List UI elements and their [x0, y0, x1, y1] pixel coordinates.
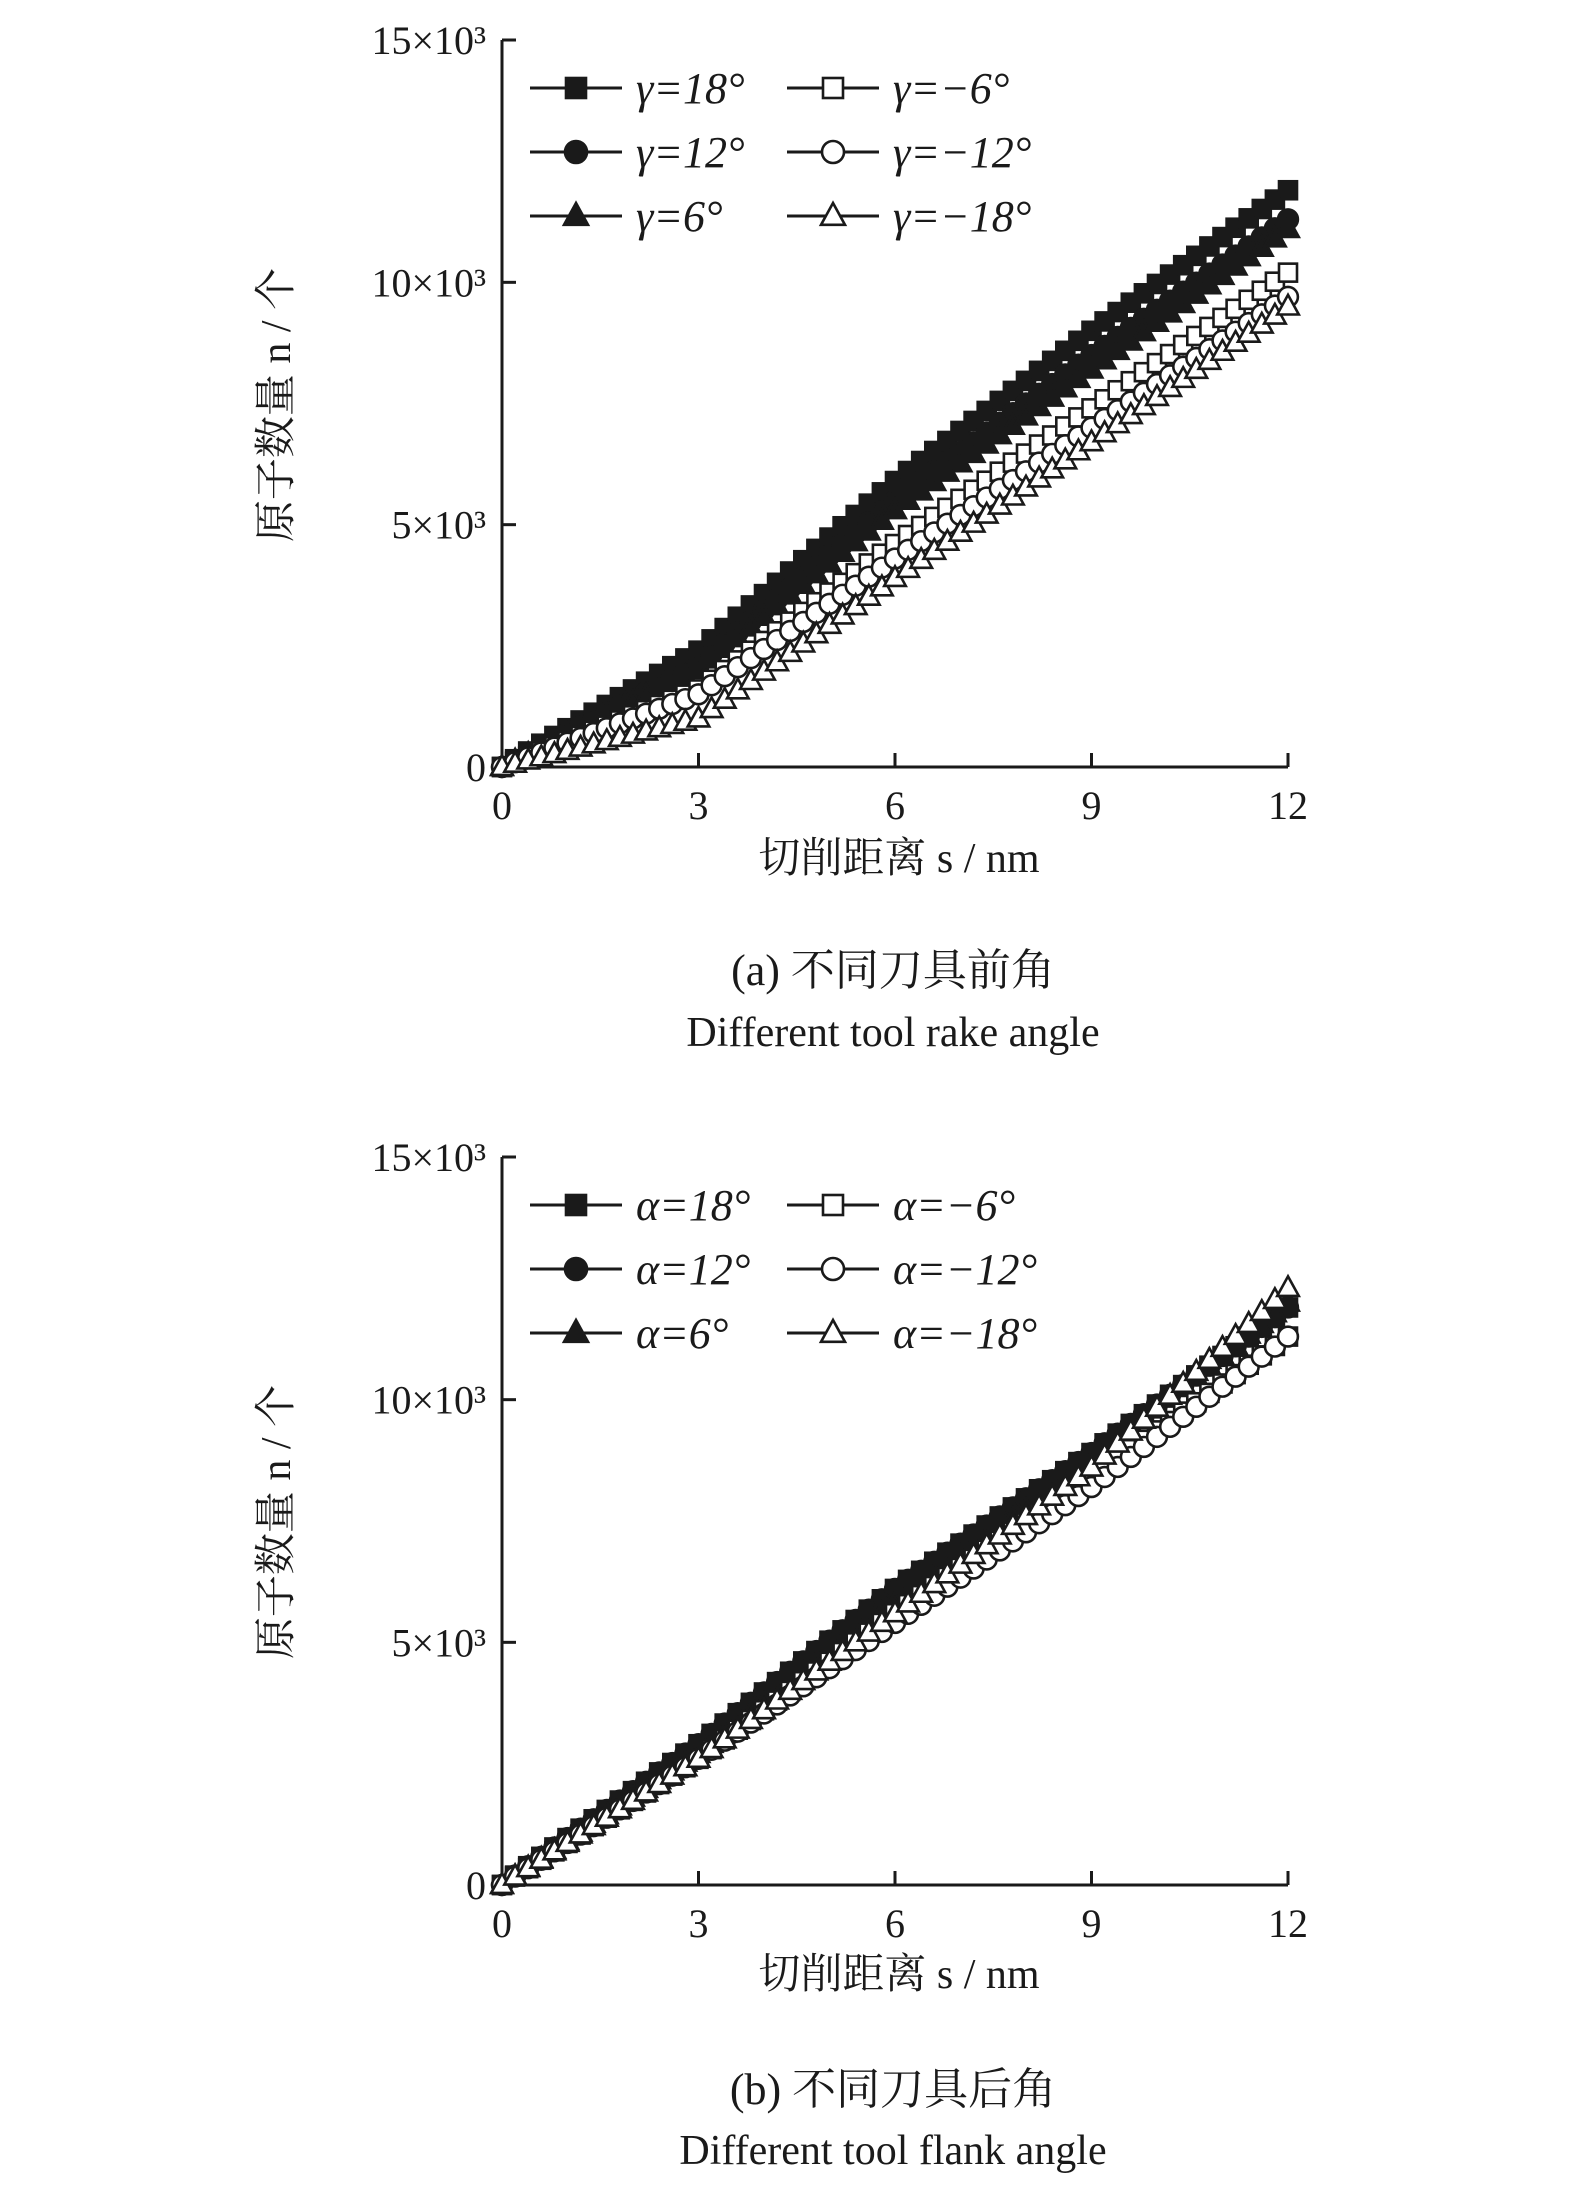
- x-tick-label: 0: [492, 783, 512, 828]
- x-tick-label: 12: [1268, 1901, 1308, 1946]
- caption-b-en: Different tool flank angle: [679, 2128, 1107, 2174]
- legend-label: α=6°: [636, 1309, 729, 1358]
- y-tick-label: 0: [466, 1863, 486, 1908]
- x-tick-label: 9: [1081, 783, 1102, 828]
- x-tick-label: 6: [885, 783, 905, 828]
- legend-item: [787, 128, 1031, 177]
- x-tick-label: 12: [1268, 783, 1308, 828]
- y-tick-label: 10×10³: [371, 260, 486, 306]
- caption-b-cn: (b) 不同刀具后角: [729, 2065, 1057, 2114]
- legend-item: [530, 64, 745, 113]
- legend-item: [787, 1181, 1015, 1230]
- y-tick-label: 15×10³: [371, 18, 486, 63]
- data-point: [1277, 1276, 1299, 1296]
- x-tick-label: 3: [688, 783, 709, 828]
- caption-a-en: Different tool rake angle: [686, 1010, 1100, 1056]
- y-axis-title: 原子数量 n / 个: [254, 267, 300, 543]
- legend-label: γ=−6°: [893, 64, 1010, 113]
- legend-marker: [564, 203, 588, 225]
- y-tick-label: 15×10³: [371, 1135, 486, 1180]
- legend-marker: [565, 141, 587, 163]
- chart-flank-angle: [254, 1135, 1308, 1998]
- legend-item: [787, 1245, 1037, 1294]
- legend-item: [530, 1309, 728, 1358]
- legend-marker: [822, 141, 844, 163]
- legend-label: α=−12°: [893, 1245, 1038, 1294]
- caption-a-cn: (a) 不同刀具前角: [731, 946, 1055, 995]
- legend-item: [787, 64, 1009, 113]
- legend: [530, 64, 1031, 241]
- x-axis-title: 切削距离 s / nm: [758, 836, 1040, 882]
- legend-marker: [822, 1258, 844, 1280]
- x-tick-label: 9: [1081, 1901, 1102, 1946]
- legend-marker: [566, 78, 586, 98]
- y-tick-label: 10×10³: [371, 1377, 486, 1423]
- legend: [530, 1181, 1037, 1358]
- legend-marker: [566, 1195, 586, 1215]
- legend-marker: [565, 1258, 587, 1280]
- legend-marker: [821, 203, 845, 225]
- x-tick-label: 3: [688, 1901, 709, 1946]
- legend-item: [787, 192, 1031, 241]
- x-tick-label: 0: [492, 1901, 512, 1946]
- data-point: [1279, 264, 1297, 282]
- legend-label: γ=12°: [636, 128, 745, 177]
- chart-rake-angle: [254, 18, 1308, 882]
- legend-marker: [823, 78, 843, 98]
- y-tick-label: 5×10³: [391, 1620, 486, 1666]
- legend-item: [530, 1245, 750, 1294]
- legend-label: γ=6°: [636, 192, 723, 241]
- legend-label: γ=−12°: [893, 128, 1032, 177]
- series-0: [493, 181, 1297, 776]
- legend-item: [530, 128, 745, 177]
- legend-item: [530, 1181, 750, 1230]
- x-axis-title: 切削距离 s / nm: [758, 1952, 1040, 1998]
- y-axis-title: 原子数量 n / 个: [254, 1384, 300, 1660]
- data-point: [1278, 1327, 1298, 1347]
- legend-label: α=12°: [636, 1245, 751, 1294]
- legend-marker: [564, 1320, 588, 1342]
- legend-item: [787, 1309, 1037, 1358]
- legend-label: α=18°: [636, 1181, 751, 1230]
- legend-marker: [821, 1320, 845, 1342]
- y-tick-label: 0: [466, 745, 486, 790]
- legend-label: γ=−18°: [893, 192, 1032, 241]
- legend-marker: [823, 1195, 843, 1215]
- legend-item: [530, 192, 723, 241]
- y-tick-label: 5×10³: [391, 502, 486, 548]
- data-point: [1279, 181, 1297, 199]
- legend-label: α=−18°: [893, 1309, 1038, 1358]
- legend-label: γ=18°: [636, 64, 745, 113]
- legend-label: α=−6°: [893, 1181, 1016, 1230]
- x-tick-label: 6: [885, 1901, 905, 1946]
